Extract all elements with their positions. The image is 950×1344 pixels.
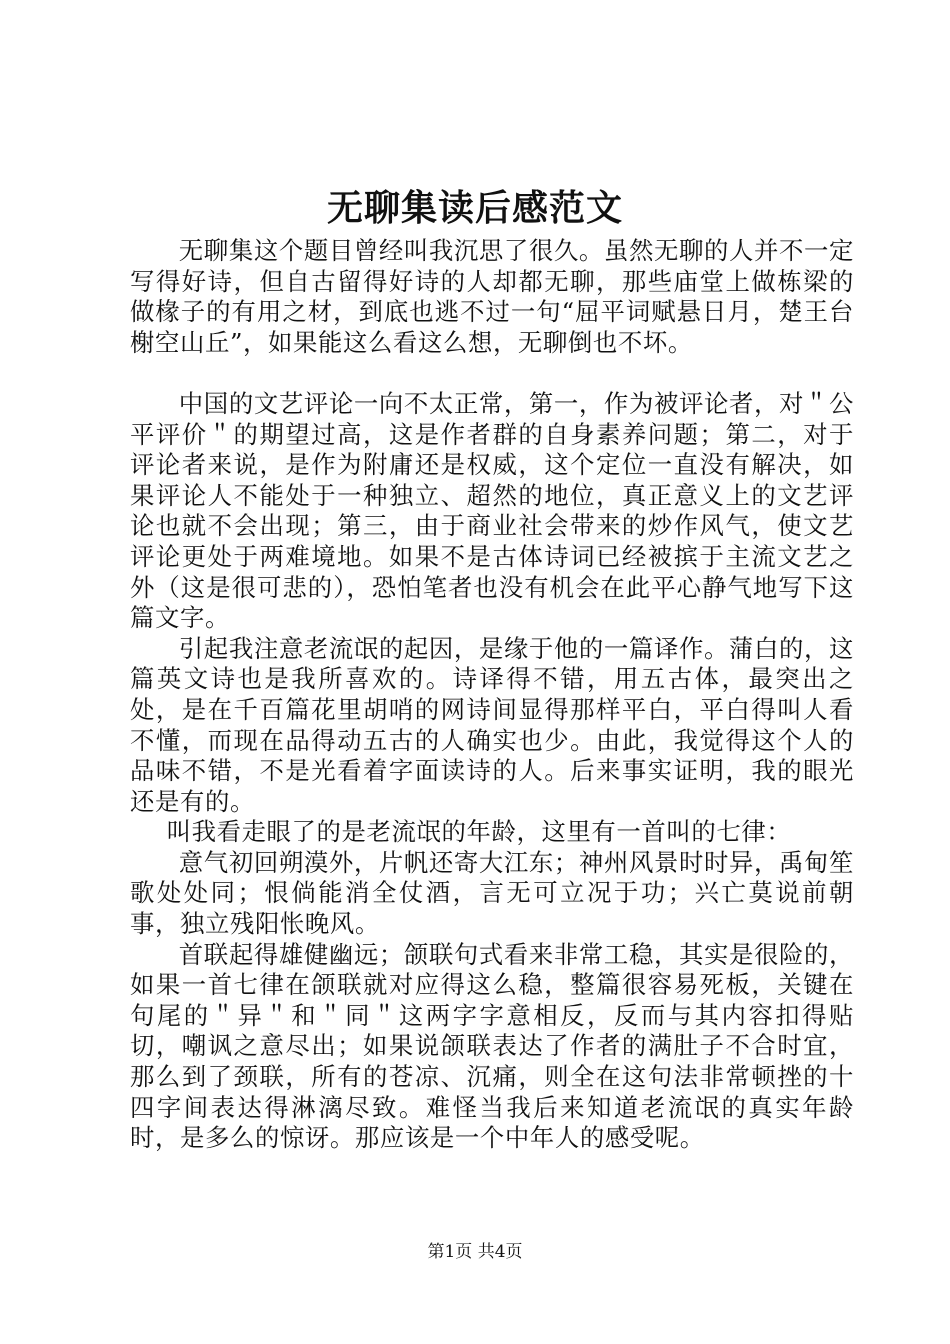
document-body xyxy=(130,236,854,1154)
page-number-footer: 第1页 共4页 xyxy=(427,1242,523,1262)
paragraph-analysis: 首联起得雄健幽远；颌联句式看来非常工稳，其实是很险的，如果一首七律在颌联就对应得这么稳，整篇很容易死板，关键在句尾的＂异＂和＂同＂这两字字意相反，反而与其内容扣得贴切，嘲讽之意尽出；如果说颌联表达了作者的满肚子不合时宜，那么到了颈联，所有的苍凉、沉痛，则全在这句法非常顿挫的十四字间表达得淋漓尽致。难怪当我后来知道老流氓的真实年龄时，是多么的惊讶。那应该是一个中年人的感受呢。 xyxy=(130,939,854,1153)
paragraph-critique: 中国的文艺评论一向不太正常，第一，作为被评论者，对＂公平评价＂的期望过高，这是作者群的自身素养问题；第二，对于评论者来说，是作为附庸还是权威，这个定位一直没有解决，如果评论人不能处于一种独立、超然的地位，真正意义上的文艺评论也就不会出现；第三，由于商业社会带来的炒作风气，使文艺评论更处于两难境地。如果不是古体诗词已经被摈于主流文艺之外（这是很可悲的），恐怕笔者也没有机会在此平心静气地写下这篇文字。 xyxy=(130,388,854,633)
paragraph-poem: 意气初回朔漠外，片帆还寄大江东；神州风景时时异，禹甸笙歌处处同；恨倘能消全仗酒，言无可立况于功；兴亡莫说前朝事，独立残阳怅晚风。 xyxy=(130,847,854,939)
paragraph-age: 叫我看走眼了的是老流氓的年龄，这里有一首叫的七律： xyxy=(166,817,792,847)
paragraph-translation: 引起我注意老流氓的起因，是缘于他的一篇译作。蒲白的，这篇英文诗也是我所喜欢的。诗译得不错，用五古体，最突出之处，是在千百篇花里胡哨的网诗间显得那样平白，平白得叫人看不懂，而现在品得动五古的人确实也少。由此，我觉得这个人的品味不错，不是光看着字面读诗的人。后来事实证明，我的眼光还是有的。 xyxy=(130,633,854,816)
paragraph-intro: 无聊集这个题目曾经叫我沉思了很久。虽然无聊的人并不一定写得好诗，但自古留得好诗的人却都无聊，那些庙堂上做栋梁的做椽子的有用之材，到底也逃不过一句“屈平词赋悬日月，楚王台榭空山丘”，如果能这么看这么想，无聊倒也不坏。 xyxy=(130,236,854,357)
document-title: 无聊集读后感范文 xyxy=(326,187,623,229)
